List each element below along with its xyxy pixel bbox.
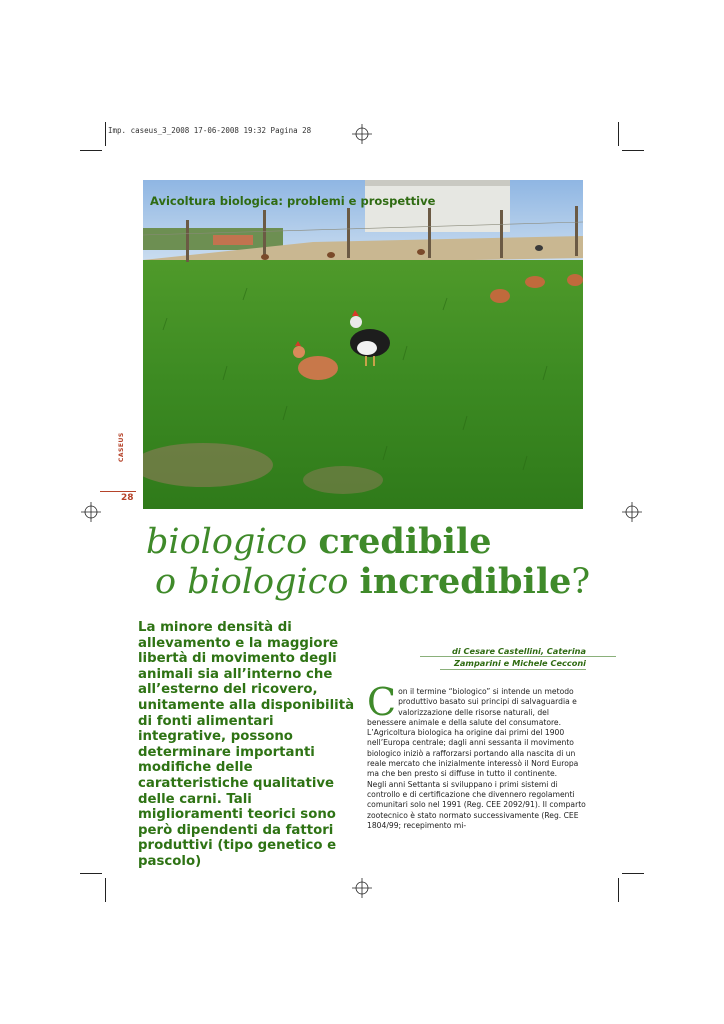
body-paragraph-3: Negli anni Settanta si sviluppano i primi sistemi di controllo e di certificazione che divennero regolamenti comunitari solo nel 1991 (Reg. CEE 2092/91). Il comparto zootecnico è stato normato successivamente (Reg. CEE 1804/99; recepimento mi- bbox=[367, 779, 586, 830]
page-number: 28 bbox=[121, 493, 134, 503]
headline-line2-italic: o biologico bbox=[155, 562, 360, 602]
headline-line1-italic: biologico bbox=[146, 522, 319, 562]
headline bbox=[146, 522, 590, 602]
lead-paragraph: La minore densità di allevamento e la maggiore libertà di movimento degli animali sia all’interno che all’esterno del ricovero, unitamente alla disponibilità di fonti alimentari integrative, possono determinare importanti modifiche delle caratteristiche qualitative delle carni. Tali miglioramenti teorici sono però dipendenti da fattori produttivi (tipo genetico e pascolo) bbox=[138, 620, 355, 869]
drop-cap: C bbox=[367, 680, 397, 724]
authors bbox=[420, 645, 586, 669]
headline-line2-bold: incredibile bbox=[359, 561, 572, 602]
chickens-photo bbox=[143, 180, 583, 509]
authors-line1: di Cesare Castellini, Caterina bbox=[451, 646, 586, 656]
authors-line2: Zamparini e Michele Cecconi bbox=[453, 658, 586, 668]
crop-mark-bottom-left-v bbox=[105, 878, 106, 902]
authors-rule-bottom bbox=[440, 669, 586, 670]
crop-mark-bottom-right-v bbox=[618, 878, 619, 902]
crop-mark-bottom-left-h bbox=[80, 873, 102, 874]
journal-name: CASEUS bbox=[118, 432, 125, 462]
section-title: Avicoltura biologica: problemi e prospettive bbox=[150, 194, 436, 208]
body-text bbox=[367, 680, 587, 831]
headline-question-mark: ? bbox=[571, 562, 591, 602]
crop-mark-bottom-right-h bbox=[622, 873, 644, 874]
crop-mark-top-right-v bbox=[618, 122, 619, 146]
registration-mark-left-icon bbox=[81, 502, 101, 522]
registration-mark-bottom-icon bbox=[352, 878, 372, 898]
body-paragraph-2: L’Agricoltura biologica ha origine dai primi del 1900 nell’Europa centrale; dagli anni sessanta il movimento biologico iniziò a rafforzarsi portando alla nascita di un reale mercato che inizialmente interessò il Nord Europa ma che ben presto si diffuse in tutto il continente. bbox=[367, 728, 579, 779]
registration-mark-top-icon bbox=[352, 124, 372, 144]
page-number-rule bbox=[100, 491, 136, 492]
headline-line1-bold: credibile bbox=[318, 521, 492, 562]
crop-mark-top-right-h bbox=[622, 150, 644, 151]
print-slug: Imp. caseus_3_2008 17-06-2008 19:32 Pagina 28 bbox=[108, 126, 312, 135]
body-paragraph-1: on il termine “biologico” si intende un metodo produttivo basato sui principi di salvaguardia e valorizzazione delle risorse naturali, del benessere animale e della salute del consumatore. bbox=[367, 687, 577, 727]
authors-rule-top bbox=[420, 656, 616, 657]
crop-mark-top-left-v bbox=[105, 122, 106, 146]
registration-mark-right-icon bbox=[622, 502, 642, 522]
crop-mark-top-left-h bbox=[80, 150, 102, 151]
